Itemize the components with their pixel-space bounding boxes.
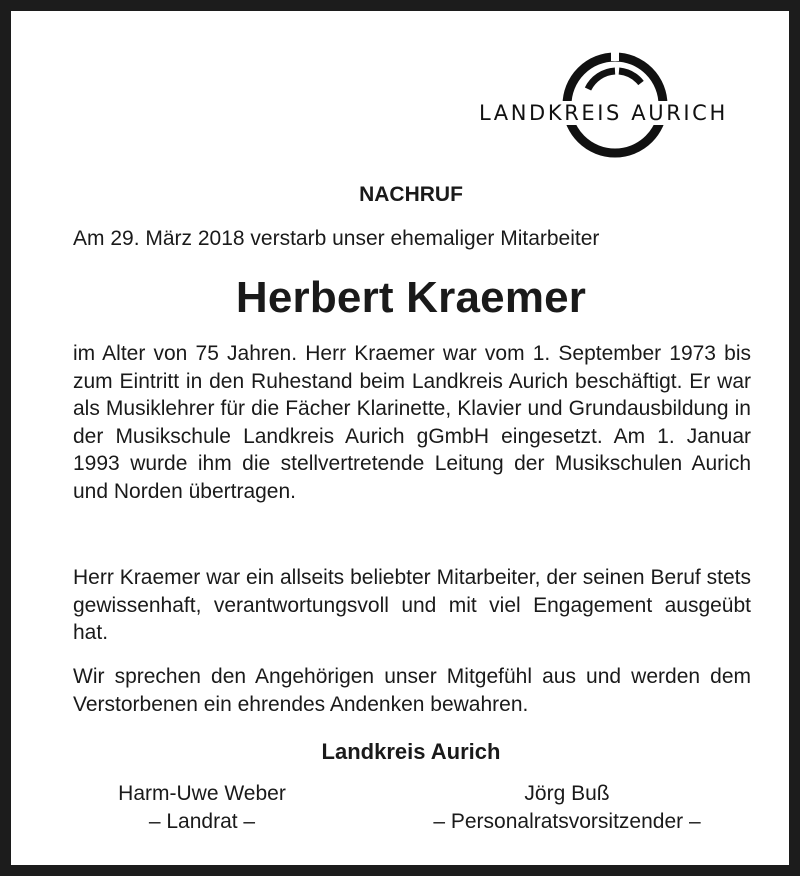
- signatory-role: – Personalratsvorsitzender –: [433, 810, 701, 833]
- signatory-role: – Landrat –: [148, 810, 256, 833]
- signatory-name: Harm-Uwe Weber: [118, 782, 286, 805]
- signatory-left: [73, 780, 331, 836]
- logo-wordmark: LANDKREIS AURICH: [477, 101, 755, 125]
- signatory-name: Jörg Buß: [524, 782, 610, 805]
- paragraph-biography: im Alter von 75 Jahren. Herr Kraemer war vom 1. September 1973 bis zum Eintritt in den Ruhestand beim Landkreis Aurich beschäftigt. Er war als Musiklehrer für die Fächer Klarinette, Klavier und Grundausbildung in der Musikschule Landkreis Aurich gGmbH eingesetzt. Am 1. Januar 1993 wurde ihm die stellvertretende Leitung der Musikschulen Aurich und Norden übertragen.: [73, 342, 751, 503]
- paragraph-condolence: Wir sprechen den Angehörigen unser Mitgefühl aus und werden dem Verstorbenen ein ehrendes Andenken bewahren.: [73, 665, 751, 716]
- landkreis-logo: [477, 49, 753, 161]
- intro-line: Am 29. März 2018 verstarb unser ehemaliger Mitarbeiter: [73, 227, 600, 250]
- signatory-right: [397, 780, 737, 836]
- paragraph-appreciation: Herr Kraemer war ein allseits beliebter Mitarbeiter, der seinen Beruf stets gewissenhaft, verantwortungsvoll und mit viel Engagement ausgeübt hat.: [73, 566, 751, 644]
- obituary-heading: NACHRUF: [359, 183, 463, 206]
- organization-name: Landkreis Aurich: [321, 739, 501, 764]
- deceased-name: Herbert Kraemer: [235, 273, 587, 322]
